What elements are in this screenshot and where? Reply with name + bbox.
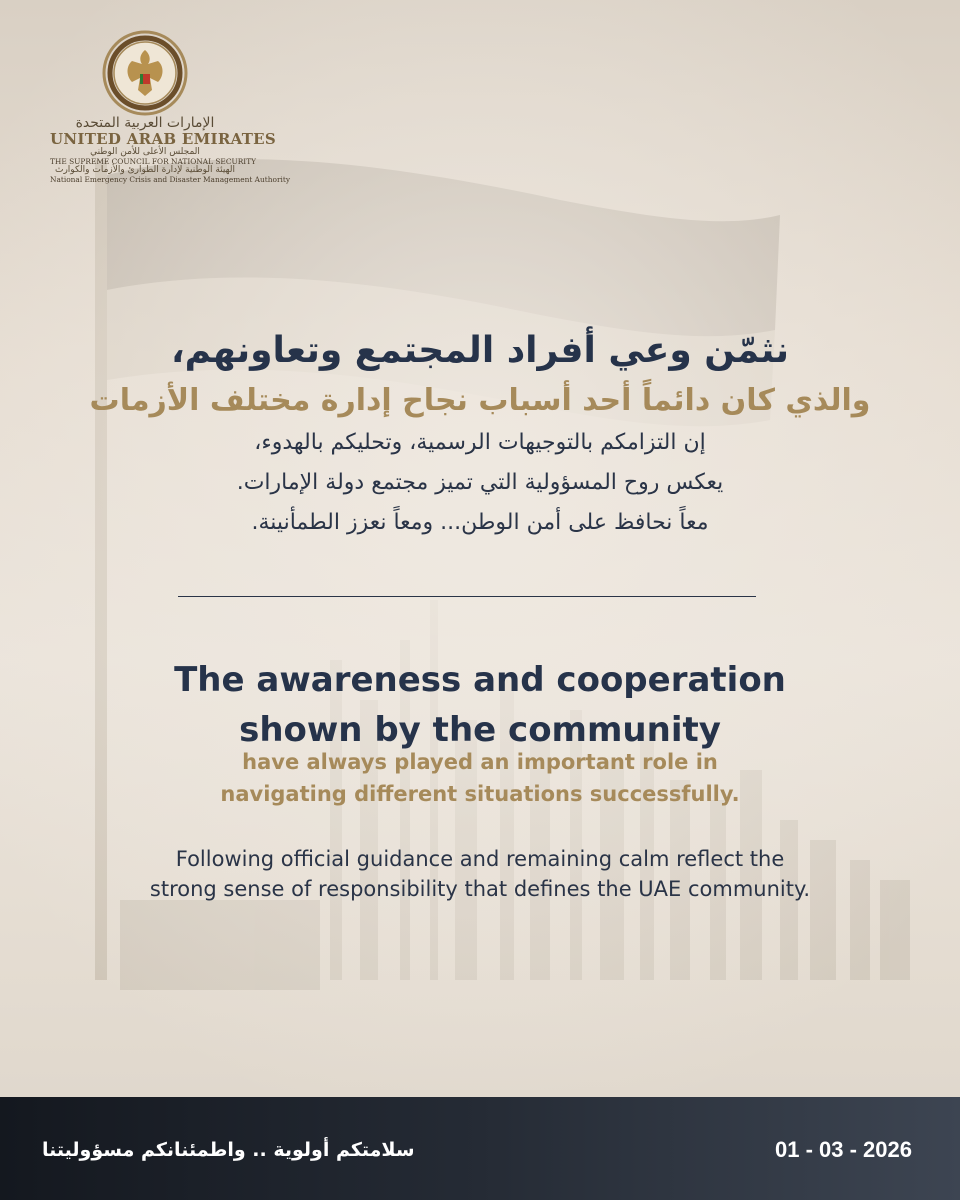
arabic-title-line2: والذي كان دائماً أحد أسباب نجاح إدارة مختلف الأزمات xyxy=(89,383,871,418)
english-body-line1: Following official guidance and remaining calm reflect the xyxy=(175,847,785,871)
english-title-line2: shown by the community xyxy=(239,710,721,750)
english-title xyxy=(40,655,920,755)
arabic-title-line1: نثمّن وعي أفراد المجتمع وتعاونهم، xyxy=(170,330,790,371)
org-name-arabic: الإمارات العربية المتحدة xyxy=(75,115,215,131)
english-body-line2: strong sense of responsibility that defines the UAE community. xyxy=(149,877,811,901)
section-divider xyxy=(178,596,756,597)
arabic-body-line3: معاً نحافظ على أمن الوطن... ومعاً نعزز الطمأنينة. xyxy=(251,510,709,535)
english-title-line1: The awareness and cooperation xyxy=(174,660,786,700)
footer-slogan: سلامتكم أولوية .. واطمئنانكم مسؤوليتنا xyxy=(42,1139,415,1161)
english-subtitle xyxy=(40,746,920,810)
organization-logo xyxy=(50,30,291,184)
authority-name-english: National Emergency Crisis and Disaster Management Authority xyxy=(50,174,291,184)
arabic-body-line2: يعكس روح المسؤولية التي تميز مجتمع دولة الإمارات. xyxy=(236,470,724,495)
english-body xyxy=(40,844,920,904)
footer-bar xyxy=(0,1097,960,1200)
council-name-english: THE SUPREME COUNCIL FOR NATIONAL SECURITY xyxy=(50,156,256,166)
english-subtitle-line2: navigating different situations successfully. xyxy=(220,782,740,806)
authority-name-arabic: الهيئة الوطنية لإدارة الطوارئ والأزمات والكوارث xyxy=(54,164,236,175)
arabic-body-line1: إن التزامكم بالتوجيهات الرسمية، وتحليكم بالهدوء، xyxy=(254,430,706,455)
org-name-english: UNITED ARAB EMIRATES xyxy=(50,130,277,149)
footer-date: 01 - 03 - 2026 xyxy=(775,1137,912,1162)
english-subtitle-line1: have always played an important role in xyxy=(242,750,718,774)
uae-falcon-emblem-icon xyxy=(102,30,188,116)
council-name-arabic: المجلس الأعلى للأمن الوطني xyxy=(90,146,200,157)
